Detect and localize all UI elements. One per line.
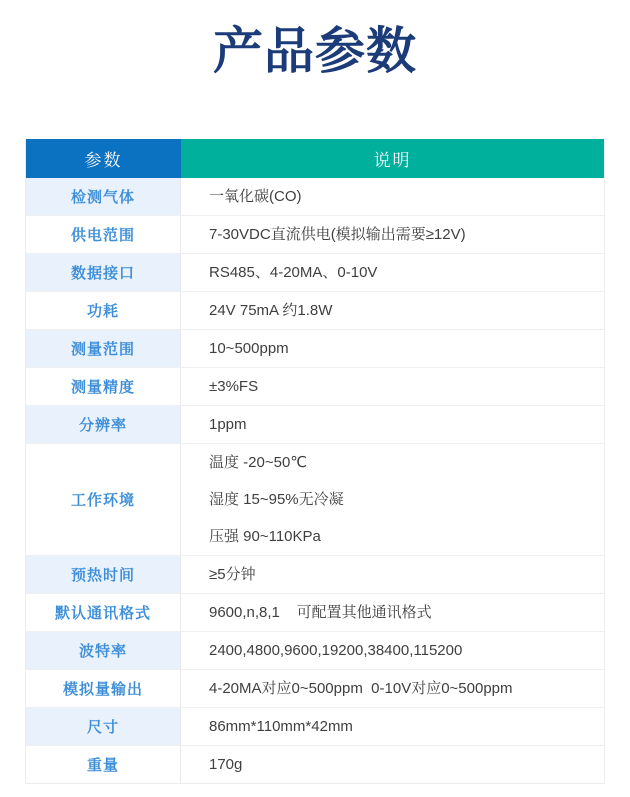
table-row <box>26 556 604 594</box>
desc-cell <box>181 330 604 367</box>
desc-line: 一氧化碳(CO) <box>209 188 302 205</box>
desc-line: 170g <box>209 756 243 773</box>
table-row <box>26 594 604 632</box>
desc-cell <box>181 746 604 783</box>
desc-cell <box>181 556 604 593</box>
desc-cell <box>181 632 604 669</box>
param-cell: 波特率 <box>26 632 181 669</box>
param-cell: 数据接口 <box>26 254 181 291</box>
param-cell: 功耗 <box>26 292 181 329</box>
table-row <box>26 292 604 330</box>
desc-line: 9600,n,8,1 可配置其他通讯格式 <box>209 604 432 621</box>
table-row <box>26 406 604 444</box>
desc-line: 1ppm <box>209 416 247 433</box>
desc-cell <box>181 254 604 291</box>
desc-cell <box>181 444 604 555</box>
desc-line: 4-20MA对应0~500ppm 0-10V对应0~500ppm <box>209 680 513 697</box>
desc-line: ±3%FS <box>209 378 259 395</box>
table-row <box>26 178 604 216</box>
param-cell: 预热时间 <box>26 556 181 593</box>
table-header-row <box>26 139 604 178</box>
param-cell: 测量精度 <box>26 368 181 405</box>
desc-cell <box>181 708 604 745</box>
table-row <box>26 254 604 292</box>
desc-cell <box>181 406 604 443</box>
desc-line: 湿度 15~95%无冷凝 <box>209 491 344 508</box>
table-row <box>26 216 604 254</box>
desc-line: 86mm*110mm*42mm <box>209 718 353 735</box>
param-cell: 工作环境 <box>26 444 181 555</box>
desc-line: 24V 75mA 约1.8W <box>209 302 333 319</box>
table-row <box>26 708 604 746</box>
param-cell: 默认通讯格式 <box>26 594 181 631</box>
desc-cell <box>181 292 604 329</box>
desc-cell <box>181 670 604 707</box>
param-cell: 测量范围 <box>26 330 181 367</box>
table-row <box>26 330 604 368</box>
table-body <box>26 178 604 783</box>
desc-line: 7-30VDC直流供电(模拟输出需要≥12V) <box>209 226 466 243</box>
page-title: 产品参数 <box>213 23 417 79</box>
param-cell: 模拟量输出 <box>26 670 181 707</box>
param-cell: 重量 <box>26 746 181 783</box>
desc-cell <box>181 594 604 631</box>
desc-cell <box>181 368 604 405</box>
desc-line: 温度 -20~50℃ <box>209 454 308 471</box>
table-row <box>26 670 604 708</box>
desc-line: 2400,4800,9600,19200,38400,115200 <box>209 642 463 659</box>
param-cell: 供电范围 <box>26 216 181 253</box>
desc-line: 10~500ppm <box>209 340 289 357</box>
desc-cell <box>181 216 604 253</box>
param-cell: 尺寸 <box>26 708 181 745</box>
column-header-desc: 说明 <box>181 139 604 178</box>
desc-line: ≥5分钟 <box>209 566 256 583</box>
table-row <box>26 368 604 406</box>
param-cell: 分辨率 <box>26 406 181 443</box>
column-header-param: 参数 <box>26 139 181 178</box>
table-row <box>26 444 604 556</box>
desc-line: 压强 90~110KPa <box>209 528 321 545</box>
desc-line: RS485、4-20MA、0-10V <box>209 264 378 281</box>
desc-cell <box>181 178 604 215</box>
table-row <box>26 746 604 783</box>
spec-table <box>25 139 605 784</box>
param-cell: 检测气体 <box>26 178 181 215</box>
table-row <box>26 632 604 670</box>
